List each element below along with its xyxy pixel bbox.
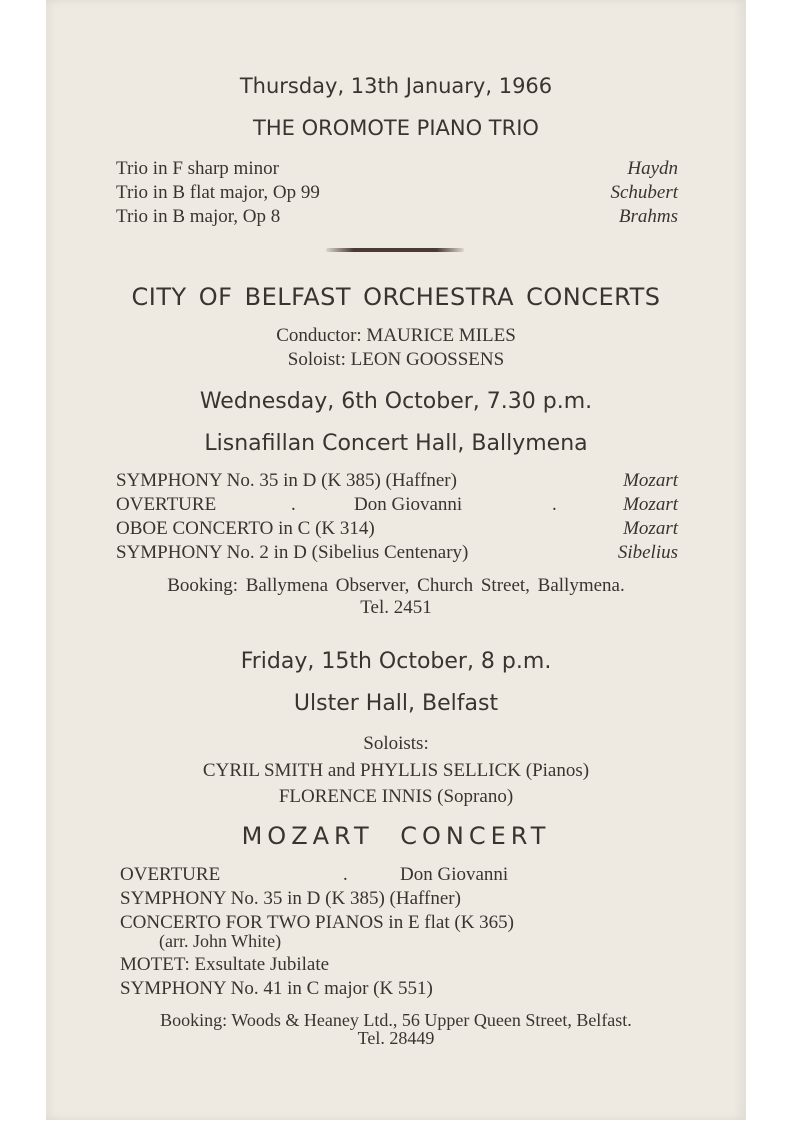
separator-dot: . — [552, 494, 557, 515]
soloists-label: Soloists: — [363, 733, 429, 754]
programme-row: SYMPHONY No. 41 in C major (K 551) — [120, 978, 433, 999]
programme-row — [116, 158, 678, 180]
composer: Mozart — [623, 494, 678, 515]
programme-row: SYMPHONY No. 35 in D (K 385) (Haffner) — [120, 888, 461, 909]
booking-tel: Tel. 2451 — [360, 597, 432, 618]
mozart-concert-title: MOZART CONCERT — [241, 822, 551, 850]
composer: Mozart — [623, 470, 678, 491]
work-title: SYMPHONY No. 2 in D (Sibelius Centenary) — [116, 542, 469, 563]
trio-date: Thursday, 13th January, 1966 — [239, 74, 553, 98]
concert-venue: Lisnafillan Concert Hall, Ballymena — [204, 431, 588, 456]
work-subtitle: Don Giovanni — [354, 494, 463, 515]
orchestra-title: CITY OF BELFAST ORCHESTRA CONCERTS — [131, 283, 661, 311]
composer: Brahms — [618, 206, 678, 227]
concert-date: Friday, 15th October, 8 p.m. — [240, 649, 552, 674]
programme-row — [120, 864, 600, 886]
work-title — [116, 494, 586, 516]
conductor-line: Conductor: MAURICE MILES — [276, 325, 516, 346]
programme-row — [116, 518, 678, 540]
work-subtitle: Don Giovanni — [400, 864, 509, 885]
booking-tel: Tel. 28449 — [357, 1028, 435, 1048]
work-name: OVERTURE — [120, 864, 221, 885]
programme-row: MOTET: Exsultate Jubilate — [120, 954, 330, 975]
booking-line: Booking: Woods & Heaney Ltd., 56 Upper Queen Street, Belfast. — [160, 1010, 632, 1030]
programme-row — [116, 542, 678, 564]
programme-row-note: (arr. John White) — [159, 931, 282, 951]
composer: Schubert — [610, 182, 678, 203]
separator-dot: . — [291, 494, 296, 515]
work-title: Trio in F sharp minor — [116, 158, 279, 179]
concert-date: Wednesday, 6th October, 7.30 p.m. — [199, 389, 593, 414]
programme-row — [116, 182, 678, 204]
work-title: OBOE CONCERTO in C (K 314) — [116, 518, 375, 539]
soloist-line: Soloist: LEON GOOSSENS — [287, 349, 505, 370]
separator-dot: . — [343, 864, 348, 885]
work-title: Trio in B major, Op 8 — [116, 206, 281, 227]
composer: Mozart — [623, 518, 678, 539]
programme-row — [116, 206, 678, 228]
work-name: OVERTURE — [116, 494, 217, 515]
composer: Haydn — [627, 158, 678, 179]
programme-row — [116, 494, 678, 516]
composer: Sibelius — [617, 542, 678, 563]
programme-sheet — [46, 0, 746, 1120]
concert-venue: Ulster Hall, Belfast — [293, 691, 499, 716]
work-title: Trio in B flat major, Op 99 — [116, 182, 320, 203]
soloists-line: FLORENCE INNIS (Soprano) — [278, 786, 514, 807]
programme-row — [116, 470, 678, 492]
work-title: SYMPHONY No. 35 in D (K 385) (Haffner) — [116, 470, 457, 491]
soloists-line: CYRIL SMITH and PHYLLIS SELLICK (Pianos) — [202, 760, 590, 781]
programme-row: CONCERTO FOR TWO PIANOS in E flat (K 365) — [120, 912, 514, 933]
booking-line: Booking: Ballymena Observer, Church Street, Ballymena. — [167, 575, 625, 596]
divider-rule — [326, 248, 464, 252]
trio-title: THE OROMOTE PIANO TRIO — [253, 116, 539, 140]
